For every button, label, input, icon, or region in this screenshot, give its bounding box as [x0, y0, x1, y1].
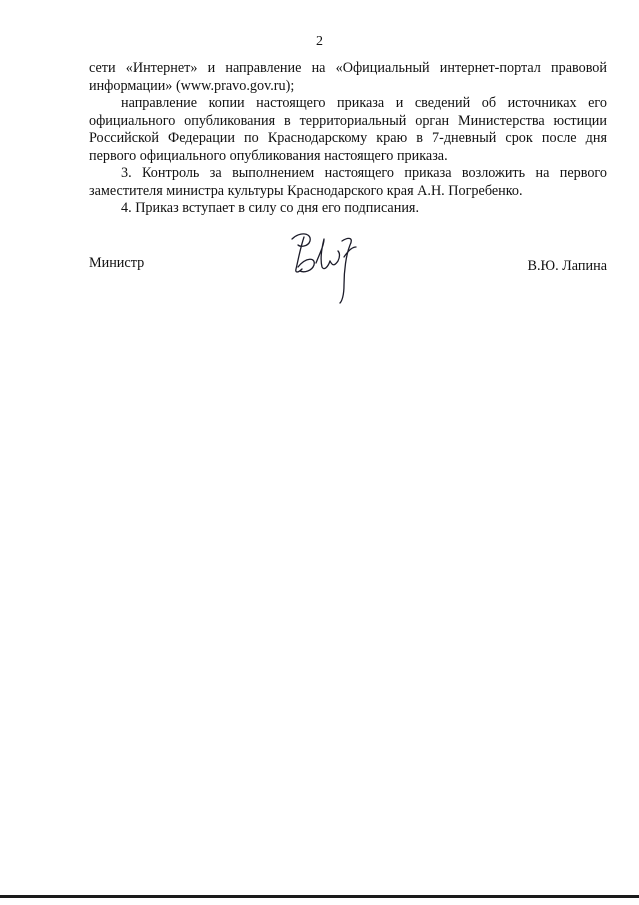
paragraph-internet-publication: сети «Интернет» и направление на «Официальный интернет-портал правовой информации» (www.pravo.gov.ru); [89, 60, 607, 94]
page-number: 2 [316, 34, 323, 49]
paragraph-effective-date: 4. Приказ вступает в силу со дня его подписания. [121, 200, 419, 216]
signature-block [89, 250, 607, 310]
signatory-name: В.Ю. Лапина [527, 258, 607, 274]
paragraph-control: 3. Контроль за выполнением настоящего приказа возложить на первого заместителя министра культуры Краснодарского края А.Н. Погребенко. [89, 165, 607, 199]
paragraph-ministry-justice: направление копии настоящего приказа и сведений об источниках его официального опубликования в территориальный орган Министерства юстиции Российской Федерации по Краснодарскому краю в 7-дневный срок после дня первого официального опубликования настоящего приказа. [89, 95, 607, 164]
page-bottom-rule [0, 895, 639, 898]
signatory-title: Министр [89, 255, 145, 271]
handwritten-signature [286, 227, 376, 307]
document-body [89, 60, 607, 218]
